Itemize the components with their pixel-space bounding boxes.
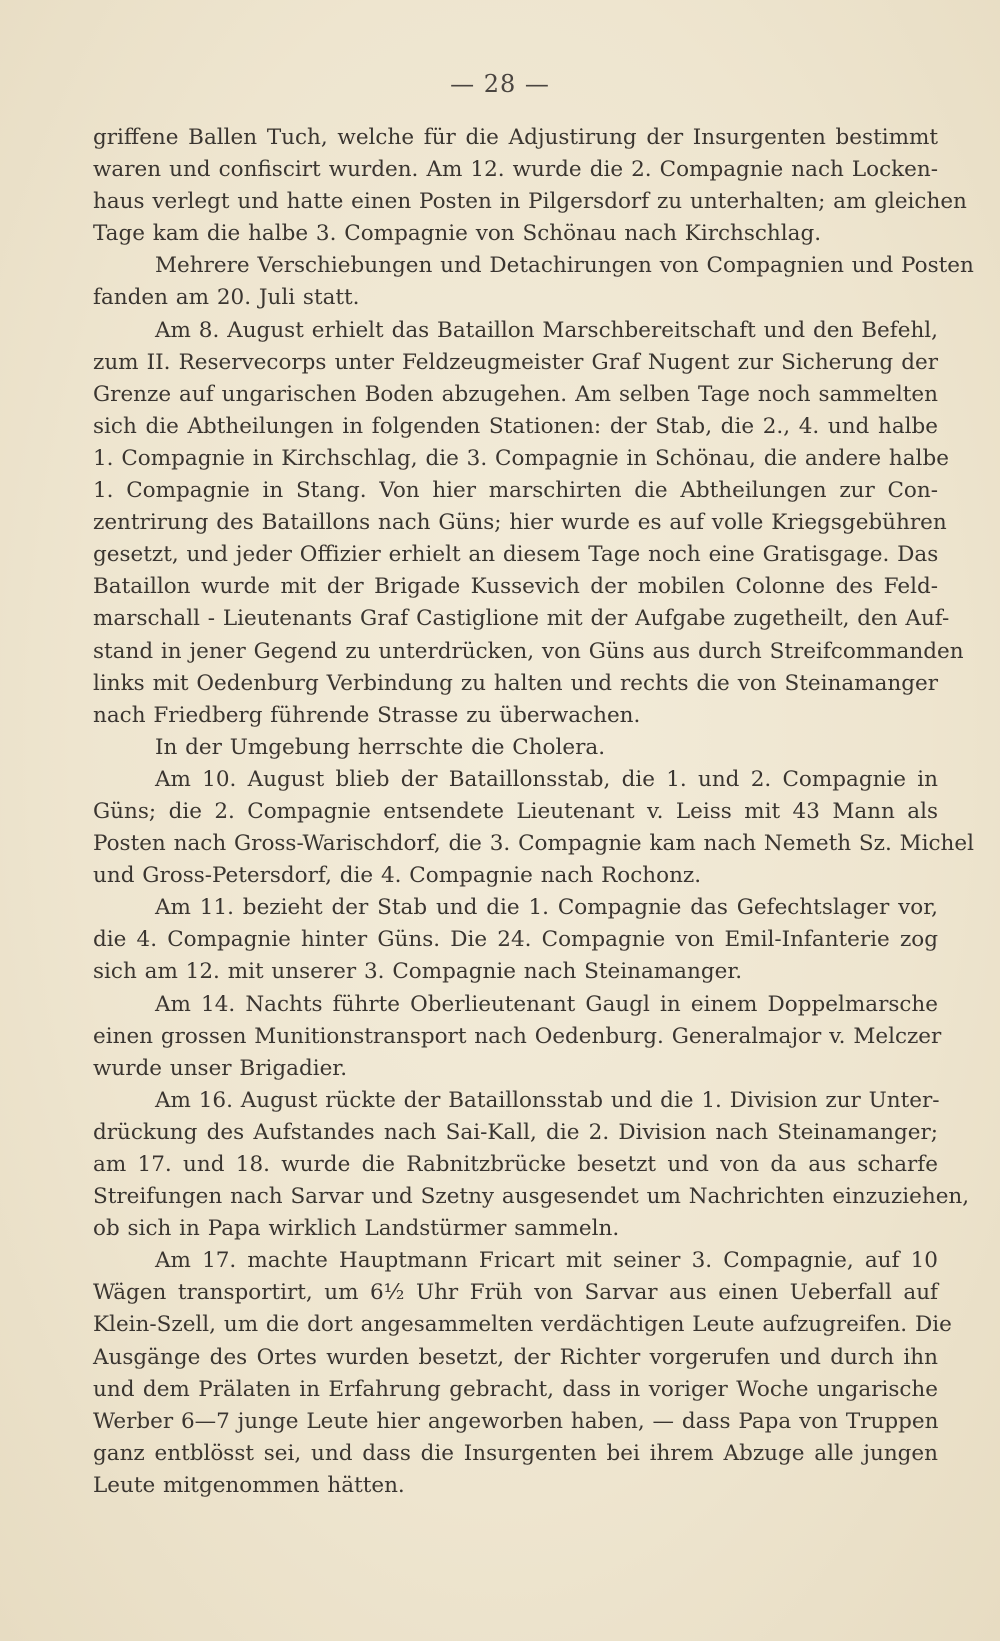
text-line: Am 10. August blieb der Bataillonsstab, die 1. und 2. Compagnie in	[155, 766, 938, 792]
text-line: Posten nach Gross-Warischdorf, die 3. Compagnie kam nach Nemeth Sz. Michel	[93, 831, 975, 857]
text-line: Leute mitgenommen hätten.	[93, 1472, 405, 1498]
text-line: Ausgänge des Ortes wurden besetzt, der Richter vorgerufen und durch ihn	[93, 1344, 938, 1370]
text-line: sich am 12. mit unserer 3. Compagnie nach Steinamanger.	[93, 959, 743, 985]
text-line: Am 8. August erhielt das Bataillon Marschbereitschaft und den Befehl,	[155, 317, 938, 343]
paragraph	[93, 989, 942, 1085]
text-line: 1. Compagnie in Kirchschlag, die 3. Compagnie in Schönau, die andere halbe	[93, 445, 949, 471]
text-line: ganz entblösst sei, und dass die Insurgenten bei ihrem Abzuge alle jungen	[93, 1440, 938, 1466]
text-line: Werber 6—7 junge Leute hier angeworben haben, — dass Papa von Truppen	[93, 1408, 939, 1434]
paragraph	[93, 764, 975, 892]
text-line: Am 16. August rückte der Bataillonsstab und die 1. Division zur Unter-	[155, 1087, 940, 1113]
text-line: Streifungen nach Sarvar und Szetny ausgesendet um Nachrichten einzuziehen,	[93, 1184, 970, 1210]
text-line: Am 14. Nachts führte Oberlieutenant Gaugl in einem Doppelmarsche	[155, 991, 938, 1017]
text-line: stand in jener Gegend zu unterdrücken, von Güns aus durch Streifcommanden	[93, 638, 964, 664]
text-line: Klein-Szell, um die dort angesammelten verdächtigen Leute aufzugreifen. Die	[93, 1312, 952, 1338]
page-text-body	[93, 122, 975, 1502]
text-line: die 4. Compagnie hinter Güns. Die 24. Compagnie von Emil-Infanterie zog	[93, 927, 938, 953]
text-line: Wägen transportirt, um 6½ Uhr Früh von Sarvar aus einen Ueberfall auf	[93, 1280, 938, 1306]
page-number: — 28 —	[450, 70, 550, 98]
paragraph	[93, 732, 938, 764]
text-line: Bataillon wurde mit der Brigade Kussevich der mobilen Colonne des Feld-	[93, 574, 938, 600]
text-line: haus verlegt und hatte einen Posten in Pilgersdorf zu unterhalten; am gleichen	[93, 189, 967, 215]
text-line: links mit Oedenburg Verbindung zu halten und rechts die von Steinamanger	[93, 670, 938, 696]
paragraph	[93, 892, 938, 988]
text-line: Am 11. bezieht der Stab und die 1. Compagnie das Gefechtslager vor,	[155, 895, 938, 921]
text-line: Grenze auf ungarischen Boden abzugehen. Am selben Tage noch sammelten	[93, 381, 938, 407]
text-line: und dem Prälaten in Erfahrung gebracht, dass in voriger Woche ungarische	[93, 1376, 938, 1402]
text-line: ob sich in Papa wirklich Landstürmer sammeln.	[93, 1216, 620, 1242]
paragraph	[93, 250, 974, 314]
text-line: zum II. Reservecorps unter Feldzeugmeister Graf Nugent zur Sicherung der	[93, 349, 938, 375]
paragraph	[93, 1085, 970, 1245]
text-line: Güns; die 2. Compagnie entsendete Lieutenant v. Leiss mit 43 Mann als	[93, 798, 938, 824]
text-line: gesetzt, und jeder Offizier erhielt an diesem Tage noch eine Gratisgage. Das	[93, 542, 939, 568]
text-line: am 17. und 18. wurde die Rabnitzbrücke besetzt und von da aus scharfe	[93, 1152, 938, 1177]
text-line: griffene Ballen Tuch, welche für die Adjustirung der Insurgenten bestimmt	[93, 125, 938, 150]
text-line: wurde unser Brigadier.	[93, 1055, 348, 1081]
text-line: In der Umgebung herrschte die Cholera.	[155, 734, 606, 760]
text-line: einen grossen Munitionstransport nach Oedenburg. Generalmajor v. Melczer	[93, 1023, 942, 1049]
text-line: und Gross-Petersdorf, die 4. Compagnie nach Rochonz.	[93, 863, 702, 889]
text-line: zentrirung des Bataillons nach Güns; hier wurde es auf volle Kriegsgebühren	[93, 510, 947, 536]
text-line: Tage kam die halbe 3. Compagnie von Schönau nach Kirchschlag.	[93, 221, 822, 247]
text-line: fanden am 20. Juli statt.	[93, 285, 360, 311]
text-line: sich die Abtheilungen in folgenden Stationen: der Stab, die 2., 4. und halbe	[93, 413, 938, 439]
text-line: 1. Compagnie in Stang. Von hier marschirten die Abtheilungen zur Con-	[93, 478, 938, 504]
text-line: waren und confiscirt wurden. Am 12. wurde die 2. Compagnie nach Locken-	[93, 157, 938, 183]
text-line: drückung des Aufstandes nach Sai-Kall, die 2. Division nach Steinamanger;	[93, 1119, 938, 1145]
paragraph	[93, 122, 967, 250]
text-line: Mehrere Verschiebungen und Detachirungen von Compagnien und Posten	[155, 253, 974, 279]
text-line: marschall - Lieutenants Graf Castiglione mit der Aufgabe zugetheilt, den Auf-	[93, 606, 950, 632]
text-line: nach Friedberg führende Strasse zu überwachen.	[93, 702, 641, 728]
paragraph	[93, 1245, 952, 1502]
text-line: Am 17. machte Hauptmann Fricart mit seiner 3. Compagnie, auf 10	[155, 1248, 938, 1274]
paragraph	[93, 315, 964, 732]
